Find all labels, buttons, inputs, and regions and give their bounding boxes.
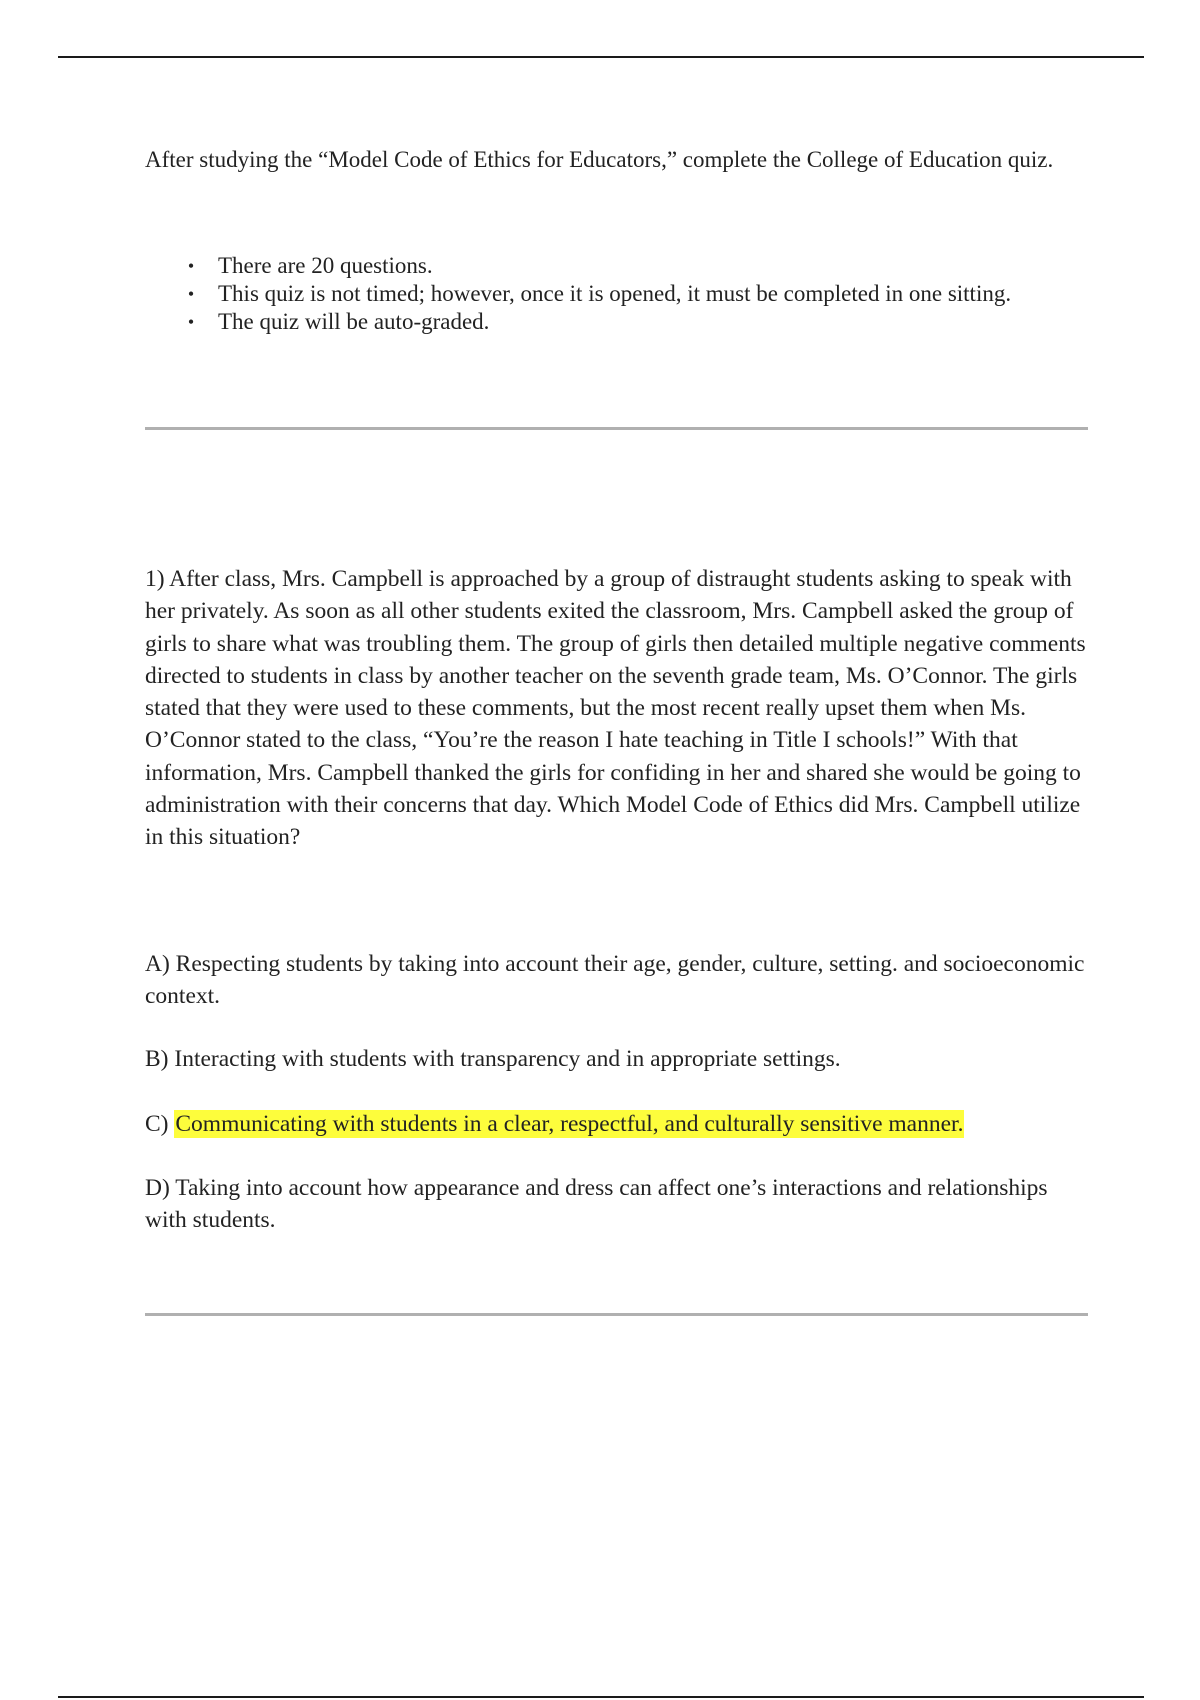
page-bottom-rule [58, 1696, 1144, 1698]
quiz-info-list [145, 252, 1075, 336]
list-item-text: This quiz is not timed; however, once it is opened, it must be completed in one sitting. [218, 281, 1012, 306]
list-item [145, 308, 1075, 336]
option-text: Respecting students by taking into account their age, gender, culture, setting. and socioeconomic context. [145, 951, 1085, 1009]
bullet-icon: • [187, 312, 195, 332]
answer-option-a [145, 948, 1090, 1012]
option-letter: B) [145, 1046, 169, 1072]
list-item [145, 280, 1075, 308]
answer-option-b [145, 1043, 1090, 1075]
highlighted-answer: Communicating with students in a clear, respectful, and culturally sensitive manner. [175, 1111, 964, 1137]
page-top-rule [58, 56, 1144, 58]
option-letter: D) [145, 1175, 170, 1201]
option-text: Taking into account how appearance and dress can affect one’s interactions and relationships with students. [145, 1175, 1048, 1233]
section-divider [145, 1313, 1088, 1316]
list-item [145, 252, 1075, 280]
bullet-icon: • [187, 284, 195, 304]
section-divider [145, 427, 1088, 430]
answer-option-c [145, 1108, 1090, 1140]
question-text: 1) After class, Mrs. Campbell is approached by a group of distraught students asking to speak with her privately. As soon as all other students exited the classroom, Mrs. Campbell asked the group of girls to share what was troubling them. The group of girls then detailed multiple negative comments directed to students in class by another teacher on the seventh grade team, Ms. O’Connor. The girls stated that they were used to these comments, but the most recent really upset them when Ms. O’Connor stated to the class, “You’re the reason I hate teaching in Title I schools!” With that information, Mrs. Campbell thanked the girls for confiding in her and shared she would be going to administration with their concerns that day. Which Model Code of Ethics did Mrs. Campbell utilize in this situation? [145, 566, 1086, 851]
option-letter: C) [145, 1111, 169, 1137]
list-item-text: There are 20 questions. [218, 253, 433, 278]
intro-paragraph: After studying the “Model Code of Ethics for Educators,” complete the College of Education quiz. [145, 147, 1054, 172]
bullet-icon: • [187, 256, 195, 276]
answer-option-d [145, 1172, 1090, 1236]
option-text: Interacting with students with transparency and in appropriate settings. [174, 1046, 841, 1072]
option-letter: A) [145, 951, 170, 977]
list-item-text: The quiz will be auto-graded. [218, 309, 490, 334]
